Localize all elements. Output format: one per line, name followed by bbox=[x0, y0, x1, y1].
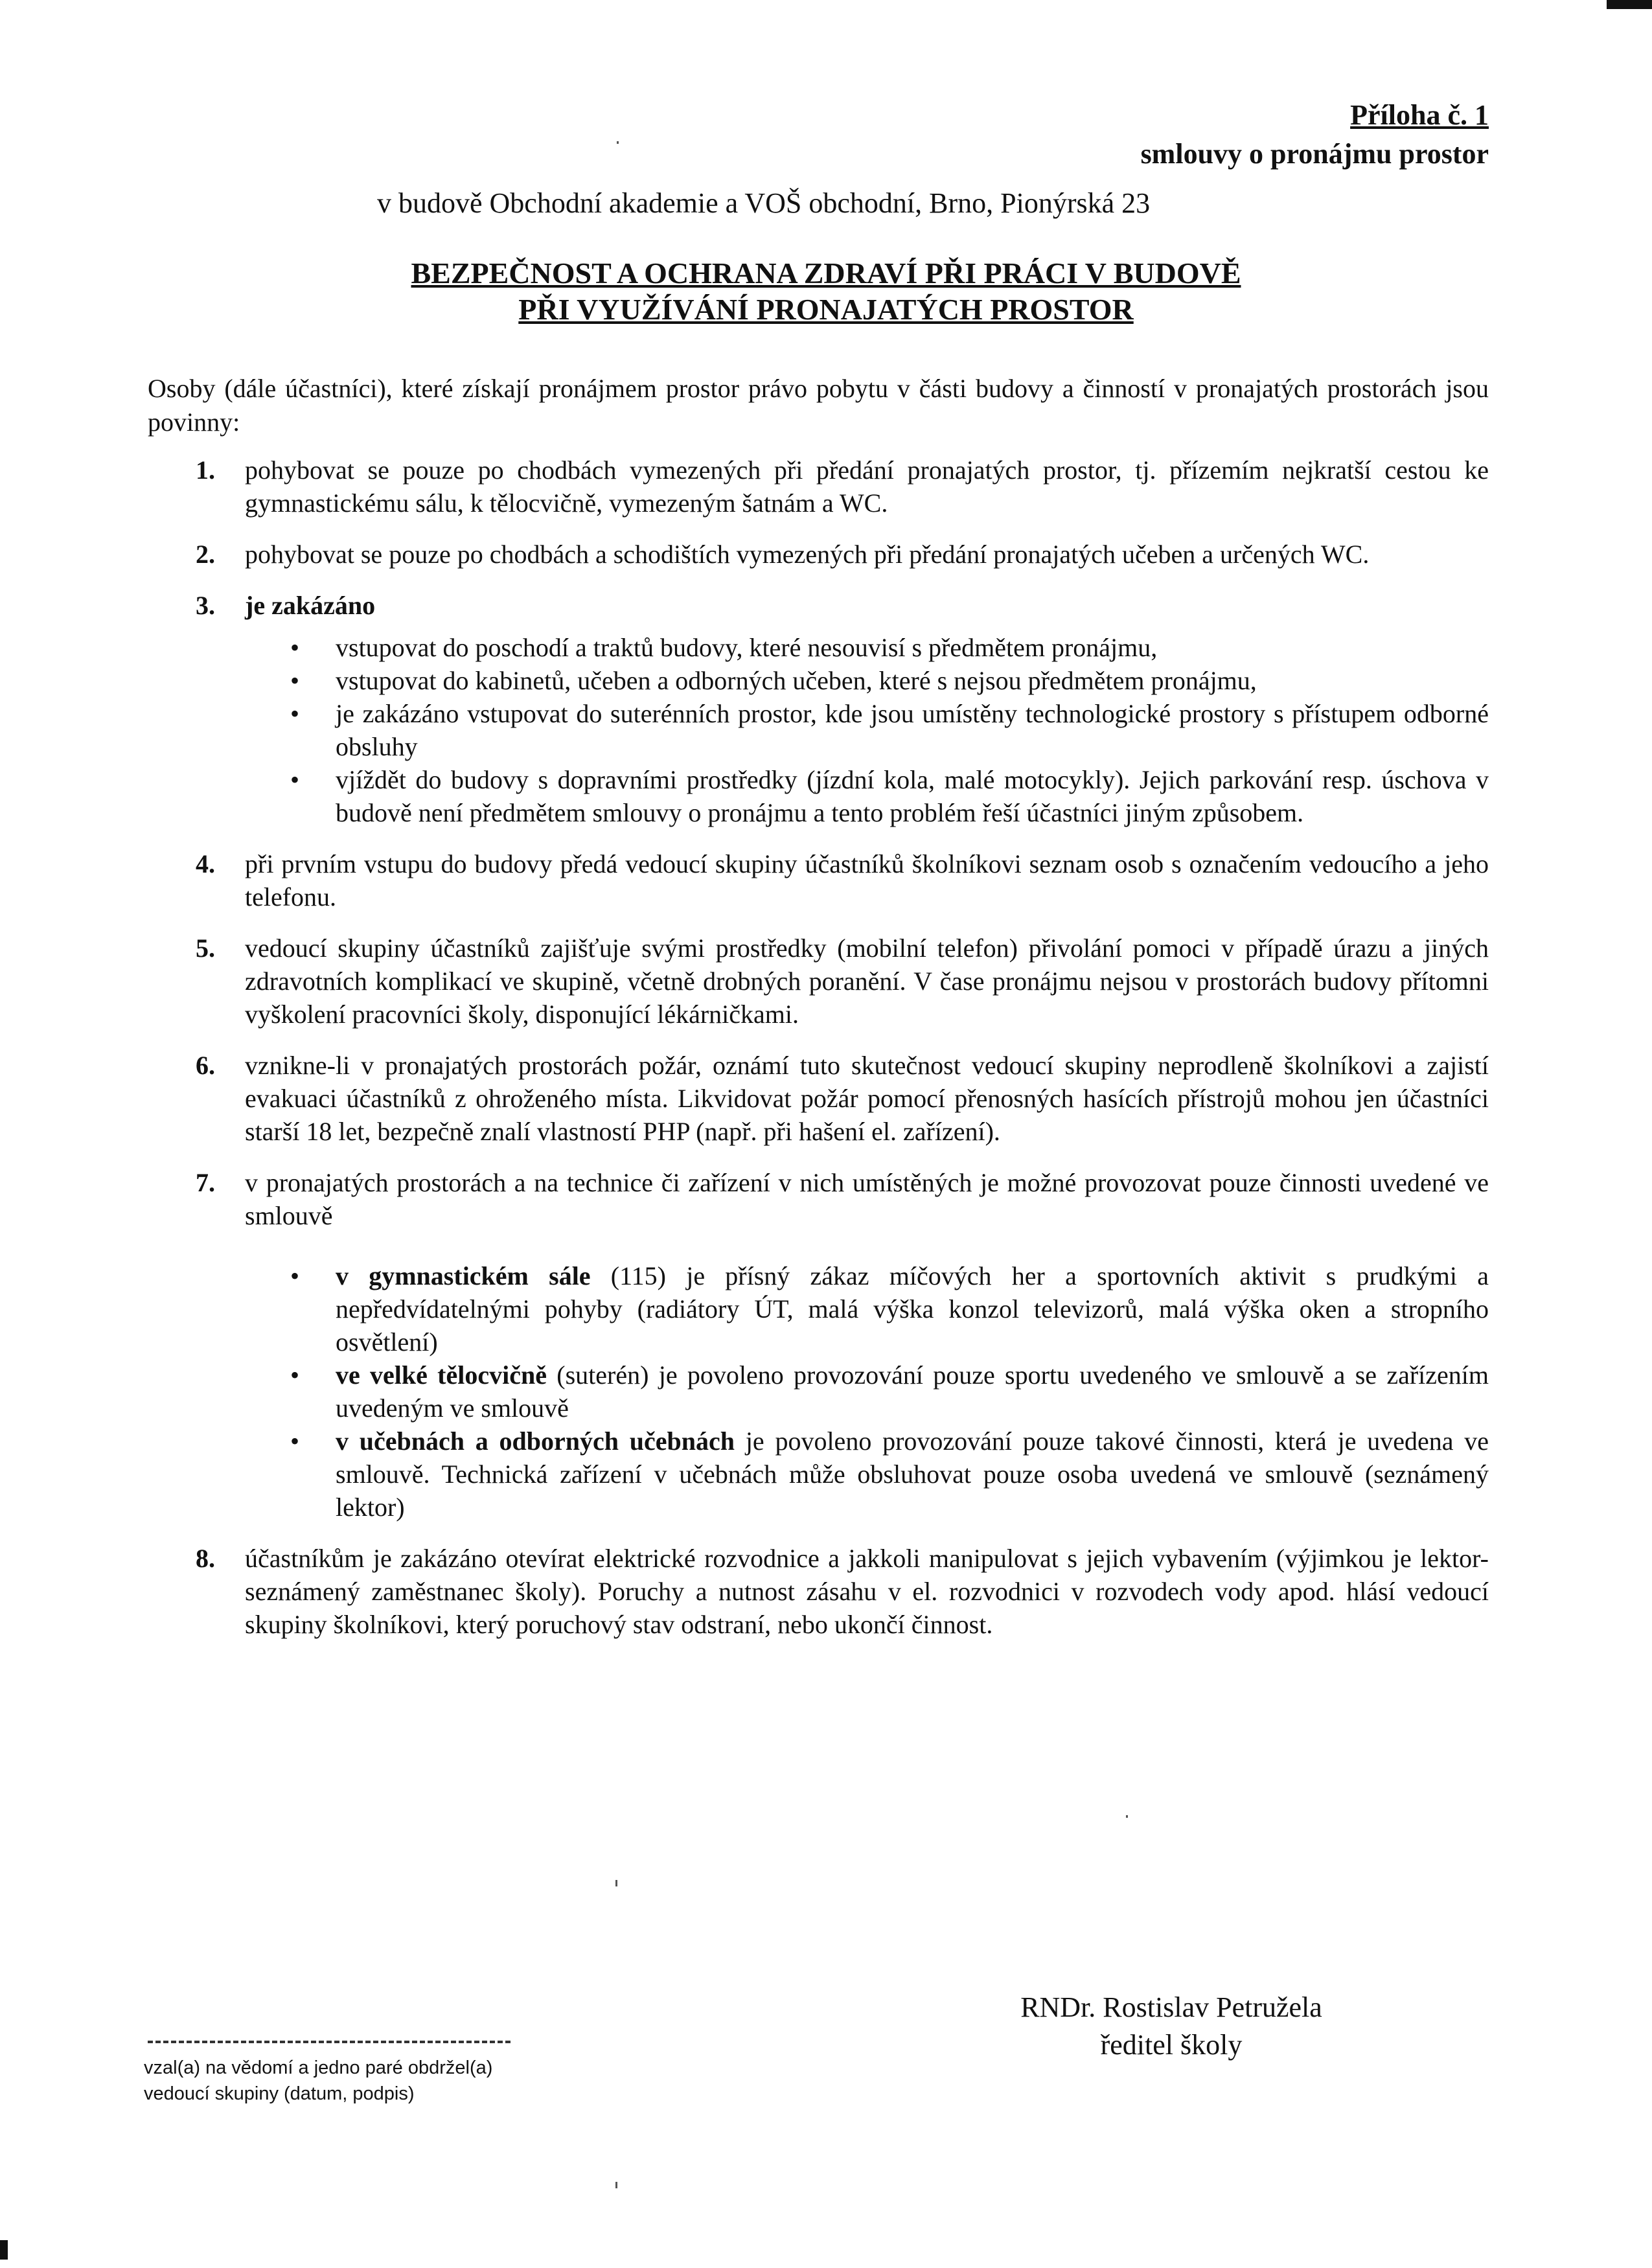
bullet-text: (suterén) je povoleno provozování pouze sportu uvedeného ve smlouvě a se zařízením uvedeným ve smlouvě bbox=[336, 1360, 1489, 1423]
bullet-item: • vjíždět do budovy s dopravními prostředky (jízdní kola, malé motocykly). Jejich parkování resp. úschova v budově není předmětem smlouvy o pronájmu a tento problém řeší účastníci jiným způsobem. bbox=[245, 763, 1489, 829]
item-number: 6. bbox=[196, 1051, 215, 1080]
location-line: v budově Obchodní akademie a VOŠ obchodní, Brno, Pionýrská 23 bbox=[377, 187, 1151, 219]
item-number: 2. bbox=[196, 540, 215, 569]
bullet-bold: v učebnách a odborných učebnách bbox=[336, 1426, 735, 1456]
scan-speck bbox=[615, 1880, 617, 1886]
bullet-list bbox=[245, 631, 1489, 829]
list-item bbox=[148, 1542, 1489, 1641]
document-title bbox=[0, 255, 1652, 328]
annex-heading bbox=[1141, 96, 1489, 174]
title-line-2: PŘI VYUŽÍVÁNÍ PRONAJATÝCH PROSTOR bbox=[518, 293, 1134, 326]
bullet-text: je povoleno provozování pouze takové činnosti, která je uvedena ve smlouvě. Technická zařízení v učebnách může obsluhovat pouze osoba uvedená ve smlouvě (seznámený lektor) bbox=[336, 1426, 1489, 1522]
annex-subtitle: smlouvy o pronájmu prostor bbox=[1140, 138, 1489, 170]
bullet-bold: ve velké tělocvičně bbox=[336, 1360, 547, 1390]
rules-list bbox=[148, 453, 1489, 1659]
scan-mark bbox=[1607, 0, 1652, 9]
bullet-item: • vstupovat do kabinetů, učeben a odborných učeben, které s nejsou předmětem pronájmu, bbox=[245, 664, 1489, 697]
intro-paragraph: Osoby (dále účastníci), které získají pronájmem prostor právo pobytu v části budovy a činností v pronajatých prostorách jsou povinny: bbox=[148, 374, 1489, 437]
item-number: 1. bbox=[196, 455, 215, 485]
item-text: je zakázáno bbox=[245, 591, 376, 620]
item-number: 5. bbox=[196, 934, 215, 963]
ack-line-2: vedoucí skupiny (datum, podpis) bbox=[144, 2083, 415, 2104]
bullet-item: • je zakázáno vstupovat do suterénních prostor, kde jsou umístěny technologické prostory s přístupem odborné obsluhy bbox=[245, 697, 1489, 763]
item-text: v pronajatých prostorách a na technice či zařízení v nich umístěných je možné provozovat pouze činnosti uvedené ve smlouvě bbox=[245, 1168, 1489, 1230]
acknowledgement-note bbox=[144, 2055, 492, 2107]
scan-speck bbox=[1126, 1815, 1128, 1818]
bullet-item bbox=[245, 1425, 1489, 1524]
list-item bbox=[148, 453, 1489, 520]
bullet-item: • vstupovat do poschodí a traktů budovy, které nesouvisí s předmětem pronájmu, bbox=[245, 631, 1489, 664]
signatory-name: RNDr. Rostislav Petružela bbox=[1020, 1991, 1322, 2023]
list-item bbox=[148, 932, 1489, 1031]
item-number: 7. bbox=[196, 1168, 215, 1197]
scan-speck bbox=[617, 141, 619, 144]
signature-block bbox=[964, 1989, 1379, 2064]
bullet-item bbox=[245, 1358, 1489, 1425]
item-text: vznikne-li v pronajatých prostorách požár, oznámí tuto skutečnost vedoucí skupiny neprodleně školníkovi a zajistí evakuaci účastníků z ohroženého místa. Likvidovat požár pomocí přenosných hasících přístrojů mohou jen účastníci starší 18 let, bezpečně znalí vlastností PHP (např. při hašení el. zařízení). bbox=[245, 1051, 1489, 1146]
list-item bbox=[148, 538, 1489, 571]
item-number: 4. bbox=[196, 849, 215, 878]
ack-line-1: vzal(a) na vědomí a jedno paré obdržel(a) bbox=[144, 2057, 493, 2078]
bullet-list bbox=[245, 1259, 1489, 1524]
scan-speck bbox=[615, 2182, 617, 2188]
list-item bbox=[148, 589, 1489, 829]
list-item bbox=[148, 847, 1489, 913]
list-item bbox=[148, 1049, 1489, 1148]
item-text: účastníkům je zakázáno otevírat elektrické rozvodnice a jakkoli manipulovat s jejich vybavením (výjimkou je lektor-seznámený zaměstnanec školy). Poruchy a nutnost zásahu v el. rozvodnici v rozvodech vody apod. hlásí vedoucí skupiny školníkovi, který poruchový stav odstraní, nebo ukončí činnost. bbox=[245, 1544, 1489, 1639]
bullet-item bbox=[245, 1259, 1489, 1358]
item-text: vedoucí skupiny účastníků zajišťuje svými prostředky (mobilní telefon) přivolání pomoci v případě úrazu a jiných zdravotních komplikací ve skupině, včetně drobných poranění. V čase pronájmu nejsou v prostorách budovy přítomni vyškolení pracovníci školy, disponující lékárničkami. bbox=[245, 934, 1489, 1029]
list-item bbox=[148, 1166, 1489, 1524]
item-text: pohybovat se pouze po chodbách a schodištích vymezených při předání pronajatých učeben a určených WC. bbox=[245, 540, 1370, 569]
signatory-role: ředitel školy bbox=[1100, 2029, 1243, 2061]
title-line-1: BEZPEČNOST A OCHRANA ZDRAVÍ PŘI PRÁCI V BUDOVĚ bbox=[411, 257, 1241, 290]
item-number: 8. bbox=[196, 1544, 215, 1573]
bullet-bold: v gymnastickém sále bbox=[336, 1261, 591, 1290]
item-text: pohybovat se pouze po chodbách vymezených při předání pronajatých prostor, tj. přízemím nejkratší cestou ke gymnastickému sálu, k tělocvičně, vymezeným šatnám a WC. bbox=[245, 455, 1489, 518]
scan-mark bbox=[0, 2240, 8, 2260]
annex-number: Příloha č. 1 bbox=[1350, 99, 1489, 131]
item-text: při prvním vstupu do budovy předá vedoucí skupiny účastníků školníkovi seznam osob s označením vedoucího a jeho telefonu. bbox=[245, 849, 1489, 911]
signature-dotted-line bbox=[148, 2041, 511, 2043]
item-number: 3. bbox=[196, 591, 215, 620]
bullet-text: (115) je přísný zákaz míčových her a sportovních aktivit s prudkými a nepředvídatelnými pohyby (radiátory ÚT, malá výška konzol televizorů, malá výška oken a stropního osvětlení) bbox=[336, 1261, 1489, 1357]
